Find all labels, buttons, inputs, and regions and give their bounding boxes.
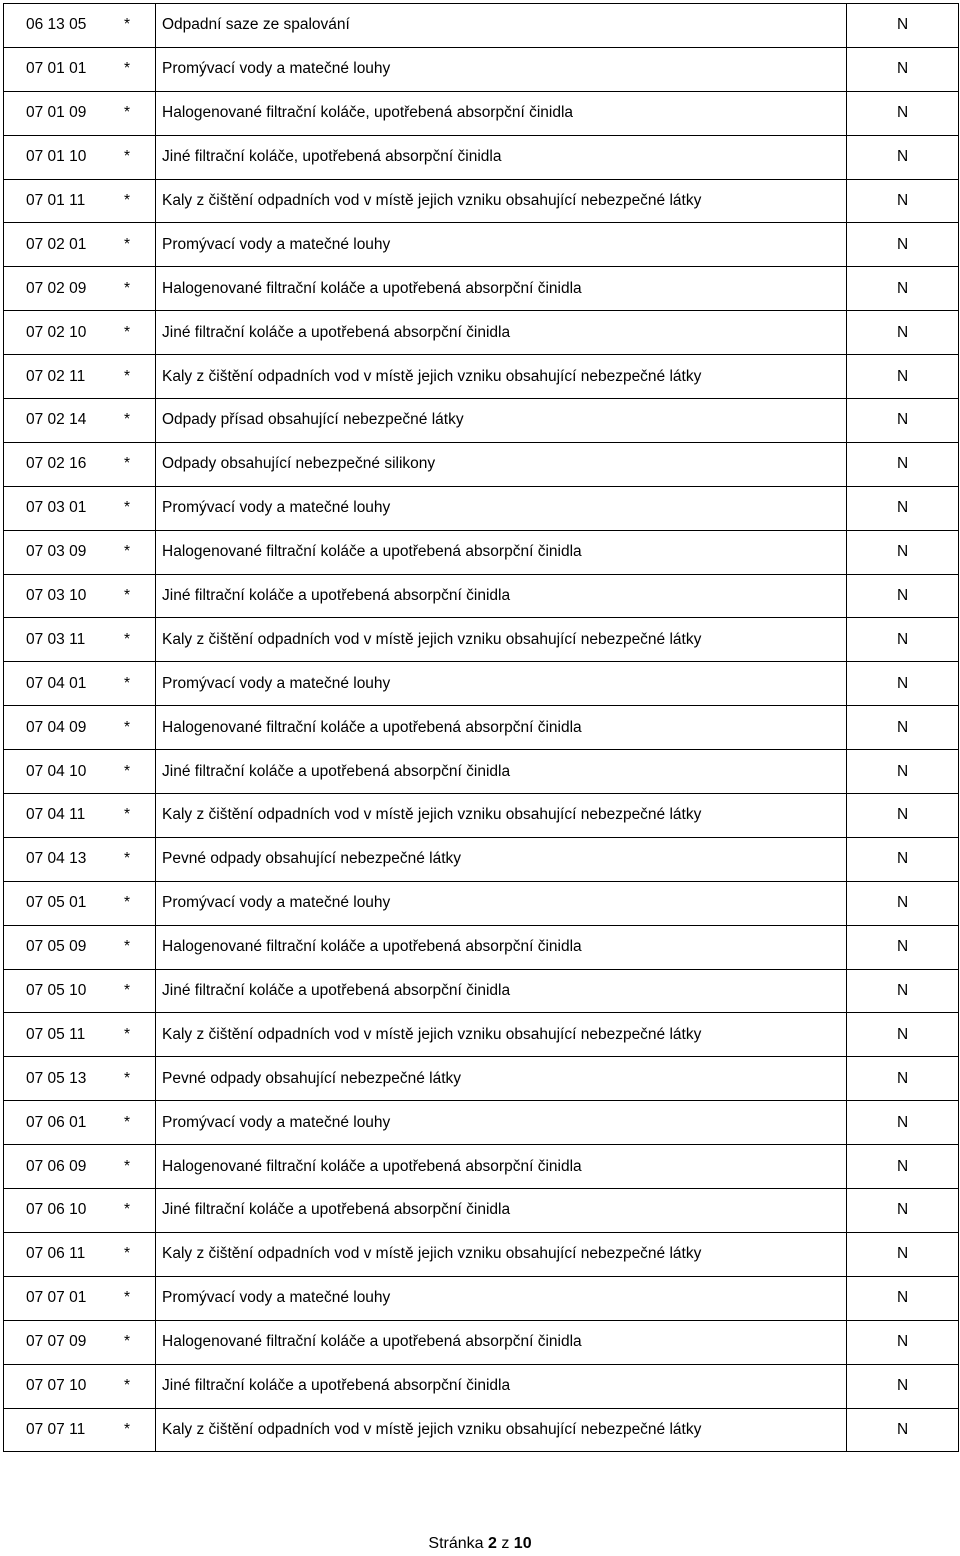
waste-category: N [847,1057,959,1101]
waste-category: N [847,311,959,355]
table-row [4,399,959,443]
waste-table-body [4,4,959,1452]
table-row [4,837,959,881]
waste-code-cell [4,355,156,399]
table-row [4,1101,959,1145]
waste-code: 07 05 09 [26,938,87,956]
hazard-asterisk: * [124,762,131,780]
current-page-number: 2 [487,1535,497,1552]
table-row [4,794,959,838]
waste-code-cell [4,1408,156,1452]
waste-code-cell [4,486,156,530]
table-row [4,1408,959,1452]
waste-code-cell [4,179,156,223]
waste-code: 07 03 10 [26,587,87,605]
waste-category: N [847,1320,959,1364]
table-row [4,574,959,618]
waste-code-cell [4,135,156,179]
waste-category: N [847,837,959,881]
waste-code-cell [4,706,156,750]
waste-code: 07 04 09 [26,718,87,736]
table-row [4,1145,959,1189]
waste-code-cell [4,267,156,311]
waste-description: Jiné filtrační koláče a upotřebená absorpční činidla [156,311,847,355]
hazard-asterisk: * [124,192,131,209]
waste-category: N [847,574,959,618]
waste-catalogue-table [3,3,959,1452]
waste-code: 07 02 01 [26,235,87,253]
table-row [4,1057,959,1101]
waste-code-cell [4,1057,156,1101]
waste-category: N [847,1145,959,1189]
waste-category: N [847,179,959,223]
waste-description: Pevné odpady obsahující nebezpečné látky [156,837,847,881]
waste-code: 06 13 05 [26,16,87,34]
waste-category: N [847,267,959,311]
waste-code: 07 06 11 [26,1245,86,1263]
waste-description: Halogenované filtrační koláče a upotřebená absorpční činidla [156,1320,847,1364]
waste-code: 07 01 10 [26,148,87,166]
waste-code-cell [4,1276,156,1320]
hazard-asterisk: * [124,938,131,956]
waste-category: N [847,1232,959,1276]
table-row [4,1189,959,1233]
hazard-asterisk: * [124,499,131,517]
waste-category: N [847,618,959,662]
waste-code-cell [4,1232,156,1276]
waste-code: 07 03 01 [26,499,87,517]
table-row [4,442,959,486]
waste-category: N [847,1408,959,1452]
waste-category: N [847,750,959,794]
waste-category: N [847,442,959,486]
hazard-asterisk: * [124,104,131,122]
hazard-asterisk: * [124,718,131,736]
table-row [4,311,959,355]
hazard-asterisk: * [124,1201,131,1219]
hazard-asterisk: * [124,982,131,1000]
table-row [4,618,959,662]
table-row [4,1364,959,1408]
table-row [4,47,959,91]
waste-category: N [847,662,959,706]
hazard-asterisk: * [124,279,131,297]
waste-category: N [847,706,959,750]
hazard-asterisk: * [124,1157,131,1175]
waste-code-cell [4,311,156,355]
waste-code: 07 02 09 [26,279,87,297]
waste-description: Jiné filtrační koláče a upotřebená absorpční činidla [156,969,847,1013]
waste-code-cell [4,399,156,443]
total-pages-number: 10 [513,1535,532,1552]
waste-description: Halogenované filtrační koláče a upotřebená absorpční činidla [156,925,847,969]
hazard-asterisk: * [124,455,131,473]
table-row [4,1232,959,1276]
waste-description: Halogenované filtrační koláče, upotřebená absorpční činidla [156,91,847,135]
waste-code-cell [4,662,156,706]
waste-category: N [847,794,959,838]
hazard-asterisk: * [124,543,131,561]
waste-description: Promývací vody a matečné louhy [156,47,847,91]
waste-description: Kaly z čištění odpadních vod v místě jejich vzniku obsahující nebezpečné látky [156,179,847,223]
waste-category: N [847,135,959,179]
table-row [4,267,959,311]
table-row [4,969,959,1013]
hazard-asterisk: * [124,1333,131,1351]
waste-description: Odpadní saze ze spalování [156,4,847,48]
waste-code: 07 03 11 [26,630,86,648]
waste-code-cell [4,750,156,794]
page-label: Stránka [428,1535,484,1552]
waste-code: 07 02 14 [26,411,87,429]
waste-code: 07 07 11 [26,1420,86,1438]
hazard-asterisk: * [124,587,131,605]
page-footer [0,1535,960,1553]
waste-category: N [847,1101,959,1145]
waste-code: 07 04 01 [26,674,87,692]
table-row [4,1276,959,1320]
waste-code-cell [4,969,156,1013]
hazard-asterisk: * [124,1069,131,1087]
waste-code-cell [4,618,156,662]
waste-description: Kaly z čištění odpadních vod v místě jejich vzniku obsahující nebezpečné látky [156,355,847,399]
table-row [4,1320,959,1364]
hazard-asterisk: * [124,674,131,692]
waste-code-cell [4,47,156,91]
table-row [4,881,959,925]
waste-description: Kaly z čištění odpadních vod v místě jejich vzniku obsahující nebezpečné látky [156,618,847,662]
waste-code-cell [4,1189,156,1233]
waste-code: 07 05 10 [26,982,87,1000]
waste-category: N [847,399,959,443]
waste-code-cell [4,442,156,486]
waste-category: N [847,223,959,267]
waste-description: Pevné odpady obsahující nebezpečné látky [156,1057,847,1101]
table-row [4,1013,959,1057]
waste-category: N [847,881,959,925]
waste-category: N [847,1013,959,1057]
table-row [4,355,959,399]
waste-code-cell [4,925,156,969]
waste-code: 07 04 10 [26,762,87,780]
waste-description: Kaly z čištění odpadních vod v místě jejich vzniku obsahující nebezpečné látky [156,1013,847,1057]
waste-code-cell [4,1145,156,1189]
waste-code: 07 07 09 [26,1333,87,1351]
waste-description: Promývací vody a matečné louhy [156,1101,847,1145]
waste-category: N [847,1276,959,1320]
waste-code: 07 02 10 [26,323,87,341]
waste-category: N [847,530,959,574]
table-row [4,925,959,969]
waste-code-cell [4,837,156,881]
waste-code-cell [4,1320,156,1364]
table-row [4,135,959,179]
waste-description: Halogenované filtrační koláče a upotřebená absorpční činidla [156,1145,847,1189]
waste-code-cell [4,574,156,618]
hazard-asterisk: * [124,411,131,429]
hazard-asterisk: * [124,630,131,648]
waste-description: Odpady přísad obsahující nebezpečné látky [156,399,847,443]
waste-code-cell [4,223,156,267]
hazard-asterisk: * [124,894,131,912]
waste-description: Odpady obsahující nebezpečné silikony [156,442,847,486]
table-row [4,91,959,135]
table-row [4,223,959,267]
waste-category: N [847,925,959,969]
waste-code: 07 05 01 [26,894,87,912]
waste-code: 07 03 09 [26,543,87,561]
waste-code: 07 01 01 [26,60,87,78]
waste-description: Promývací vody a matečné louhy [156,486,847,530]
hazard-asterisk: * [124,1289,131,1307]
waste-code: 07 01 09 [26,104,87,122]
waste-description: Jiné filtrační koláče, upotřebená absorpční činidla [156,135,847,179]
waste-description: Jiné filtrační koláče a upotřebená absorpční činidla [156,1364,847,1408]
waste-code-cell [4,91,156,135]
hazard-asterisk: * [124,1377,131,1395]
waste-description: Jiné filtrační koláče a upotřebená absorpční činidla [156,750,847,794]
waste-code: 07 04 13 [26,850,87,868]
waste-code-cell [4,4,156,48]
waste-code: 07 02 11 [26,367,86,385]
waste-description: Promývací vody a matečné louhy [156,662,847,706]
waste-code-cell [4,794,156,838]
waste-code: 07 04 11 [26,806,86,824]
waste-description: Promývací vody a matečné louhy [156,223,847,267]
waste-code-cell [4,1364,156,1408]
waste-code: 07 06 10 [26,1201,87,1219]
waste-code: 07 06 09 [26,1157,87,1175]
waste-category: N [847,4,959,48]
waste-description: Promývací vody a matečné louhy [156,881,847,925]
table-row [4,179,959,223]
hazard-asterisk: * [124,16,131,34]
waste-code: 07 02 16 [26,455,87,473]
waste-code-cell [4,1101,156,1145]
waste-category: N [847,969,959,1013]
hazard-asterisk: * [124,323,131,341]
hazard-asterisk: * [124,1420,131,1438]
table-row [4,706,959,750]
hazard-asterisk: * [124,235,131,253]
hazard-asterisk: * [124,1113,131,1131]
waste-code: 07 07 01 [26,1289,87,1307]
waste-code-cell [4,881,156,925]
waste-description: Jiné filtrační koláče a upotřebená absorpční činidla [156,574,847,618]
waste-code: 07 06 01 [26,1113,87,1131]
table-row [4,4,959,48]
waste-category: N [847,1189,959,1233]
waste-code-cell [4,530,156,574]
waste-code: 07 01 11 [26,192,86,209]
waste-description: Kaly z čištění odpadních vod v místě jejich vzniku obsahující nebezpečné látky [156,1232,847,1276]
waste-code: 07 05 11 [26,1025,86,1043]
waste-description: Jiné filtrační koláče a upotřebená absorpční činidla [156,1189,847,1233]
page-of-label: z [501,1535,510,1552]
table-row [4,750,959,794]
waste-description: Halogenované filtrační koláče a upotřebená absorpční činidla [156,267,847,311]
hazard-asterisk: * [124,806,131,824]
waste-code-cell [4,1013,156,1057]
waste-code: 07 07 10 [26,1377,87,1395]
table-row [4,662,959,706]
waste-description: Halogenované filtrační koláče a upotřebená absorpční činidla [156,706,847,750]
hazard-asterisk: * [124,850,131,868]
hazard-asterisk: * [124,367,131,385]
hazard-asterisk: * [124,1025,131,1043]
waste-description: Kaly z čištění odpadních vod v místě jejich vzniku obsahující nebezpečné látky [156,1408,847,1452]
waste-code: 07 05 13 [26,1069,87,1087]
hazard-asterisk: * [124,60,131,78]
hazard-asterisk: * [124,1245,131,1263]
waste-description: Halogenované filtrační koláče a upotřebená absorpční činidla [156,530,847,574]
waste-category: N [847,1364,959,1408]
waste-category: N [847,91,959,135]
table-row [4,486,959,530]
waste-category: N [847,47,959,91]
waste-category: N [847,486,959,530]
waste-description: Promývací vody a matečné louhy [156,1276,847,1320]
waste-description: Kaly z čištění odpadních vod v místě jejich vzniku obsahující nebezpečné látky [156,794,847,838]
hazard-asterisk: * [124,148,131,166]
waste-category: N [847,355,959,399]
table-row [4,530,959,574]
